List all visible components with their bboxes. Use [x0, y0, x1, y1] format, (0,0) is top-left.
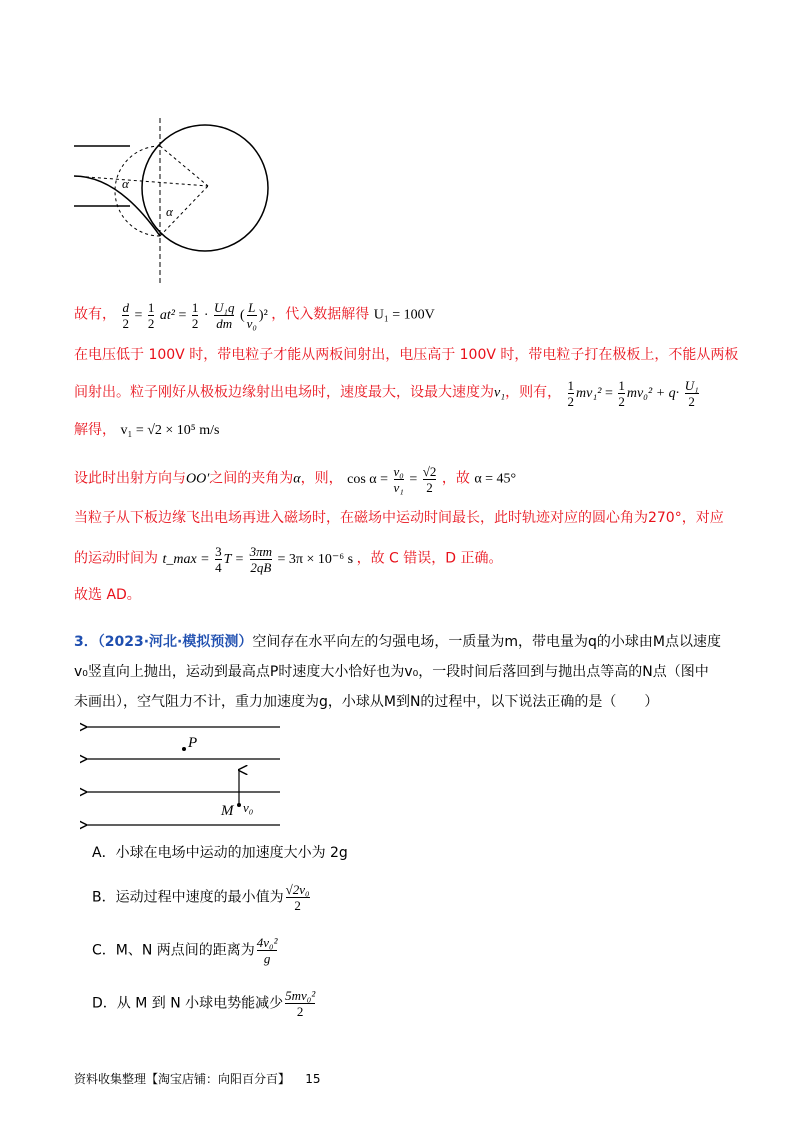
- radius-line-1: [160, 146, 208, 186]
- option-d[interactable]: D．从 M 到 N 小球电势能减少 $\frac{\text{5mv₀²}}{2}$: [92, 988, 316, 1019]
- question-3-line3: 未画出），空气阻力不计，重力加速度为g，小球从M到N的过程中，以下说法正确的是（ ）: [74, 694, 659, 710]
- point-m-label: M: [221, 803, 234, 819]
- equation-2: 解得， v₁ = √2 × 10⁵ m/s: [74, 422, 220, 438]
- magnetic-field-circle: [142, 125, 268, 251]
- option-a[interactable]: A．小球在电场中运动的加速度大小为 2g: [92, 845, 348, 861]
- field-magnet-diagram: [70, 118, 285, 288]
- page-footer: 资料收集整理【淘宝店铺：向阳百分百】 15: [74, 1072, 321, 1086]
- point-p-label: P: [188, 735, 198, 751]
- axis-dashed: [74, 176, 208, 186]
- option-c[interactable]: C．M、N 两点间的距离为 $\frac{\text{4v₀²}}{g}$: [92, 935, 278, 966]
- equation-1: 故有， $\frac{d}{2}$ = $\frac{1}{2}$ at² = $\frac{1}{2}$ · $\frac{\text{U₁q}}{dm}$ ( $\frac{L}{\text{v₀}}$ )² ，代入数据解得 U₁ = 100V: [74, 300, 435, 331]
- alpha-label-2: α: [166, 204, 173, 219]
- option-b[interactable]: B．运动过程中速度的最小值为 $\frac{\text{√2v₀}}{2}$: [92, 882, 310, 913]
- electric-field-diagram: [80, 715, 285, 835]
- velocity-label: v₀: [243, 800, 254, 815]
- alpha-label-1: α: [122, 176, 129, 191]
- para2-line2: 的运动时间为 t_max = $\frac{3}{4}$ T = $\frac{3\pi m}{2qB}$ = 3π × 10⁻⁶ s ，故 C 错误，D 正确。: [74, 544, 503, 575]
- para1-line1: 在电压低于 100V 时，带电粒子才能从两板间射出，电压高于 100V 时，带电粒子打在极板上，不能从两板: [74, 347, 739, 363]
- point-p-dot: [182, 747, 186, 751]
- entry-arc-dashed: [115, 146, 160, 236]
- question-3-line1: 3．（2023·河北·模拟预测）空间存在水平向左的匀强电场，一质量为m，带电量为q的小球由M点以速度: [74, 634, 721, 650]
- equation-3: 设此时出射方向与OO′之间的夹角为α，则， cos α = $\frac{\text{v₀}}{\text{v₁}}$ = $\frac{√2}{2}$ ，故 α = 45°: [74, 464, 517, 495]
- question-3-line2: v₀竖直向上抛出，运动到最高点P时速度大小恰好也为v₀，一段时间后落回到与抛出点等高的N点（图中: [74, 664, 709, 680]
- para2-line1: 当粒子从下板边缘飞出电场再进入磁场时，在磁场中运动时间最长，此时轨迹对应的圆心角为270°，对应: [74, 510, 724, 526]
- point-m-dot: [237, 803, 241, 807]
- page-number: 15: [305, 1072, 321, 1086]
- answer-line: 故选 AD。: [74, 587, 141, 603]
- para1-line2: 间射出。粒子刚好从极板边缘射出电场时，速度最大，设最大速度为v₁，则有， $\frac{1}{2}$ mv₁² = $\frac{1}{2}$ mv₀² + q· $\frac{\text{U₁}}{2}$: [74, 378, 699, 409]
